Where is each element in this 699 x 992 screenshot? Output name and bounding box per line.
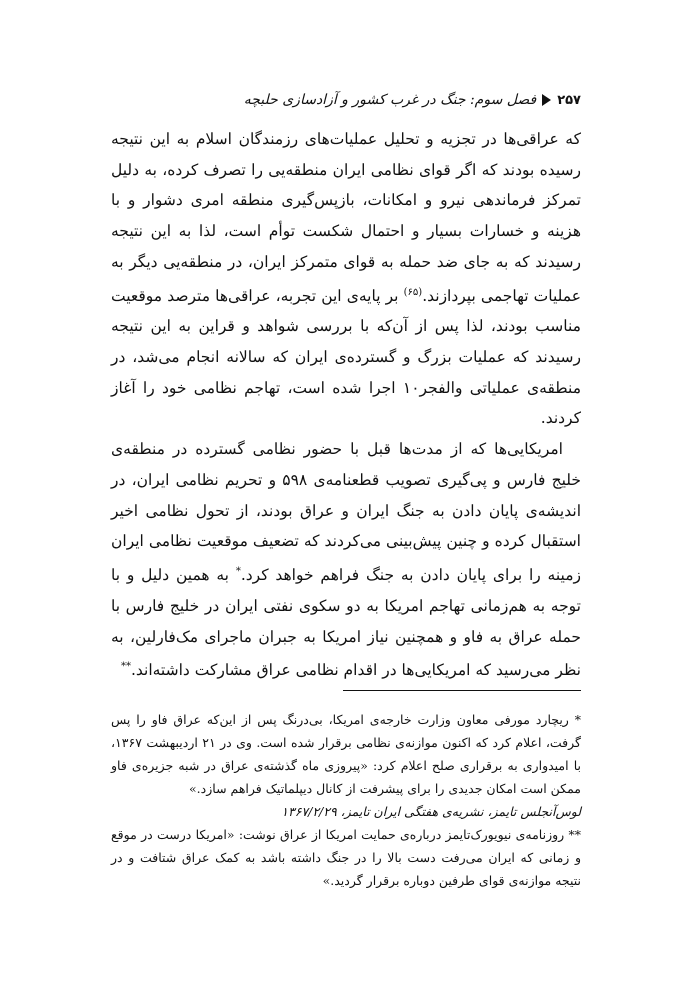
footnote-marker: ** <box>568 827 581 842</box>
endnote-ref: (۶۵) <box>403 286 423 298</box>
triangle-marker-icon <box>542 94 551 106</box>
body-text <box>111 124 581 686</box>
footnote-1: * ریچارد مورفی معاون وزارت خارجه‌ی امریکا، بی‌درنگ پس از این‌که عراق فاو را پس گرفت، اعلام کرد که اکنون موازنه‌ی نظامی برقرار شده است. وی در ۲۱ اردیبهشت ۱۳۶۷، با امیدواری به برقراری صلح اعلام کرد: «پیروزی ماه گذشته‌ی عراق در شبه جزیره‌ی فاو ممکن است امکان جدیدی را برای پیشرفت از کانال دیپلماتیک فراهم سازد.» <box>111 712 581 796</box>
footnote-2: ** روزنامه‌ی نیویورک‌تایمز درباره‌ی حمایت امریکا از عراق نوشت: «امریکا درست در موقع و زمانی که ایران می‌رفت دست بالا را در جنگ داشته باشد به کمک عراق شتافت و در نتیجه موازنه‌ی قوای طرفین دوباره برقرار گردید.» <box>111 827 581 888</box>
paragraph-2: امریکایی‌ها که از مدت‌ها قبل با حضور نظامی گسترده در منطقه‌ی خلیج فارس و پی‌گیری تصویب قطعنامه‌ی ۵۹۸ و تحریم نظامی ایران، در اندیشه‌ی پایان دادن به جنگ ایران و عراق بودند، از تحول نظامی اخیر استقبال کرده و چنین پیش‌بینی می‌کردند که تضعیف موقعیت نظامی ایران زمینه را برای پایان دادن به جنگ فراهم خواهد کرد.* به همین دلیل و با توجه به هم‌زمانی تهاجم امریکا به دو سکوی نفتی ایران در خلیج فارس با حمله عراق به فاو و همچنین نیاز امریکا به جبران ماجرای مک‌فارلین، به نظر می‌رسید که امریکایی‌ها در اقدام نظامی عراق مشارکت داشته‌اند.** <box>111 440 581 680</box>
footnote-separator <box>343 690 581 691</box>
page-header <box>118 86 581 114</box>
footnote-ref: * <box>235 566 241 577</box>
footnotes <box>111 708 581 892</box>
footnote-marker: * <box>574 712 581 727</box>
page-number: ۲۵۷ <box>557 92 581 108</box>
footnote-ref: ** <box>120 661 131 673</box>
running-title: فصل سوم: جنگ در غرب کشور و آزادسازی حلبچه <box>243 92 537 108</box>
paragraph-1: که عراقی‌ها در تجزیه و تحلیل عملیات‌های رزمندگان اسلام به این نتیجه رسیده بودند که اگر قوای نظامی ایران منطقه‌یی را تصرف کرده، به دلیل تمرکز فرماندهی نیرو و امکانات، بازپس‌گیری منطقه امری دشوار و با هزینه و خسارات بسیار و احتمال شکست توأم است، لذا به این نتیجه رسیدند که به جای ضد حمله به قوای متمرکز ایران، در منطقه‌یی دیگر به عملیات تهاجمی بپردازند.$^{(۶۵)}$ بر پایه‌ی این تجربه، عراقی‌ها مترصد موقعیت مناسب بودند، لذا پس از آن‌که با بررسی شواهد و قراین به این نتیجه رسیدند که عملیات بزرگ و گسترده‌ی ایران که سالانه انجام می‌شد، در منطقه‌ی عملیاتی والفجر۱۰ اجرا شده است، تهاجم نظامی خود را آغاز کردند. <box>111 130 581 428</box>
footnote-1-source: لوس‌آنجلس تایمز، نشریه‌ی هفتگی ایران تایمز، ۱۳۶۷/۲/۲۹ <box>281 804 581 819</box>
